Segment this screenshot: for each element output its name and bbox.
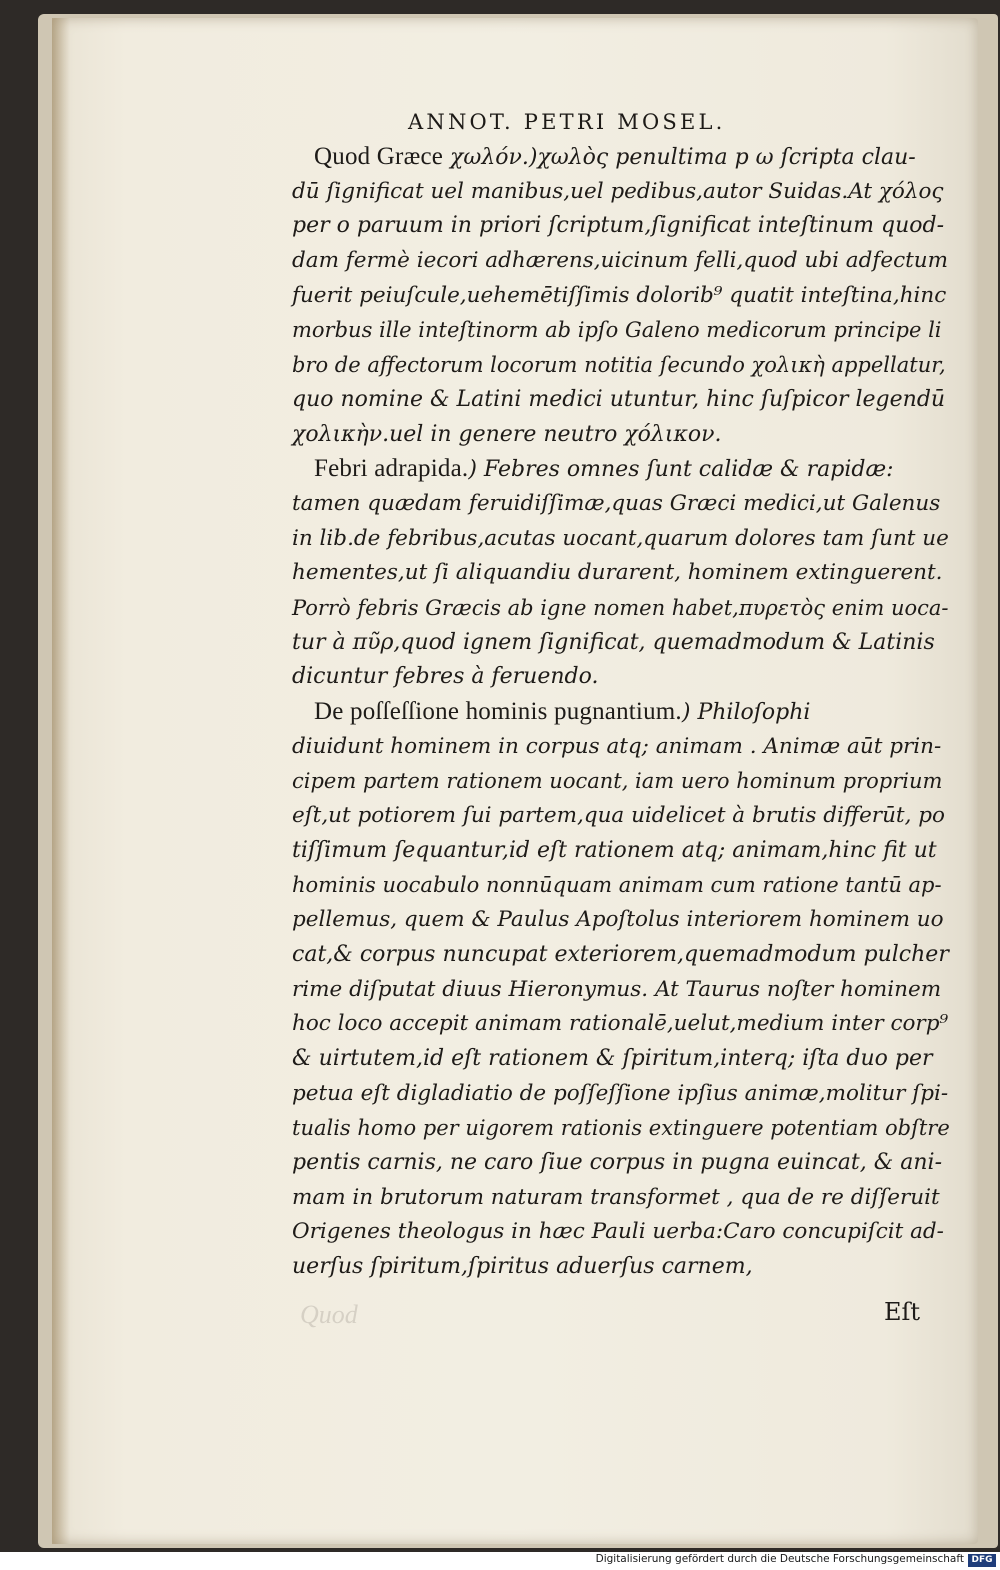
line-text: dū ſignificat uel manibus,uel pedibus,autor Suidas.At χόλος [292,178,944,204]
line-text: uerſus ſpiritum,ſpiritus aduerſus carnem, [292,1254,753,1279]
line-text: ) Febres omnes ſunt calidæ & rapidæ: [468,457,894,483]
paragraph-first-line [292,695,952,730]
text-line [292,1250,952,1285]
text-line [292,799,952,834]
text-line [292,1181,952,1216]
line-text: mam in brutorum naturam transformet , qua de re diſſeruit [292,1184,940,1210]
text-line [292,313,952,348]
line-text: dicuntur febres à feruendo. [292,664,599,690]
text-line [292,487,952,522]
text-line [292,938,952,973]
line-text: pellemus, quem & Paulus Apoſtolus interiorem hominem uo [292,907,944,933]
line-text: ) Philoſophi [681,700,811,725]
line-text: tiſſimum ſequantur,id eſt rationem atq; animam,hinc fit ut [292,837,937,863]
line-text: χολικὴν.uel in genere neutro χόλικον. [292,421,722,447]
text-line [292,660,952,695]
show-through-text: Quod [300,1300,358,1329]
line-text: Origenes theologus in hæc Pauli uerba:Caro concupiſcit ad- [292,1219,944,1245]
line-text: tualis homo per uigorem rationis extinguere potentiam obſtre [292,1116,950,1141]
line-text: diuidunt hominem in corpus atq; animam . Animæ aūt prin- [292,733,942,759]
text-line [292,1215,952,1250]
line-text: in lib.de febribus,acutas uocant,quarum dolores tam ſunt ue [292,525,949,551]
footer-credit: Digitalisierung gefördert durch die Deutsche Forschungsgemeinschaft [595,1553,964,1565]
line-text: pentis carnis, ne caro ſiue corpus in pugna euincat, & ani- [292,1149,943,1175]
text-line [292,1111,952,1146]
line-text: cat,& corpus nuncupat exteriorem,quemadmodum pulcher [292,941,949,967]
text-line [292,764,952,799]
text-line [292,383,952,418]
text-line [292,730,952,765]
lemma-heading: Febri adrapida. [314,455,469,483]
line-text: bro de affectorum locorum notitia ſecundo χολικὴ appellatur, [292,353,946,378]
text-line [292,418,952,453]
text-line [292,591,952,626]
line-text: Porrò febris Græcis ab igne nomen habet,πυρετὸς enim uoca- [292,595,949,620]
text-line [292,626,952,661]
line-text: petua eſt digladiatio de poſſeſſione ipſius animæ,molitur ſpi- [292,1080,949,1106]
text-line [292,175,952,210]
lemma-heading: Quod Græce [314,143,444,170]
line-text: hoc loco accepit animam rationalē,uelut,medium inter corp⁹ [292,1011,949,1037]
line-text: tur à πῦρ,quod ignem ſignificat, quemadmodum & Latinis [292,629,935,655]
lemma-heading: De poſſeſſione hominis pugnantium. [314,698,682,725]
text-line [292,1146,952,1181]
line-text: quo nomine & Latini medici utuntur, hinc ſuſpicor legendū [292,386,946,412]
text-line [292,903,952,938]
line-text: tamen quædam feruidiſſimæ,quas Græci medici,ut Galenus [292,490,941,516]
text-line [292,1077,952,1112]
paragraph-first-line [292,452,952,487]
running-head: ANNOT. PETRI MOSEL. [408,110,726,134]
line-text: rime diſputat diuus Hieronymus. At Taurus noſter hominem [292,976,942,1002]
catchword: Eſt [884,1298,921,1326]
text-line [292,209,952,244]
text-line [292,1007,952,1042]
line-text: per o paruum in priori ſcriptum,ſignificat inteſtinum quod- [292,213,945,239]
paragraph-first-line [292,140,952,175]
body-text [292,140,952,1285]
line-text: fuerit peiuſcule,uehemētiſſimis dolorib⁹ quatit inteſtina,hinc [292,282,947,308]
text-line [292,348,952,383]
line-text: cipem partem rationem uocant, iam uero hominum proprium [292,769,943,794]
line-text: χωλόν.)χωλὸς penultima p ω ſcripta clau- [443,145,916,170]
text-line [292,973,952,1008]
line-text: morbus ille inteſtinorm ab ipſo Galeno medicorum principe li [292,318,942,343]
line-text: & uirtutem,id eſt rationem & ſpiritum,interq; iſta duo per [292,1045,933,1071]
dfg-logo: DFG [968,1554,996,1567]
text-line [292,522,952,557]
line-text: dam fermè iecori adhærens,uicinum felli,quod ubi adfectum [292,248,948,274]
text-line [292,279,952,314]
line-text: hementes,ut ſi aliquandiu durarent, hominem extinguerent. [292,560,943,586]
text-line [292,1042,952,1077]
text-line [292,834,952,869]
line-text: hominis uocabulo nonnūquam animam cum ratione tantū ap- [292,873,942,898]
line-text: eſt,ut potiorem ſui partem,qua uidelicet à brutis differūt, po [292,803,945,829]
text-line [292,556,952,591]
text-line [292,244,952,279]
text-line [292,868,952,903]
gutter-shadow [52,18,70,1544]
